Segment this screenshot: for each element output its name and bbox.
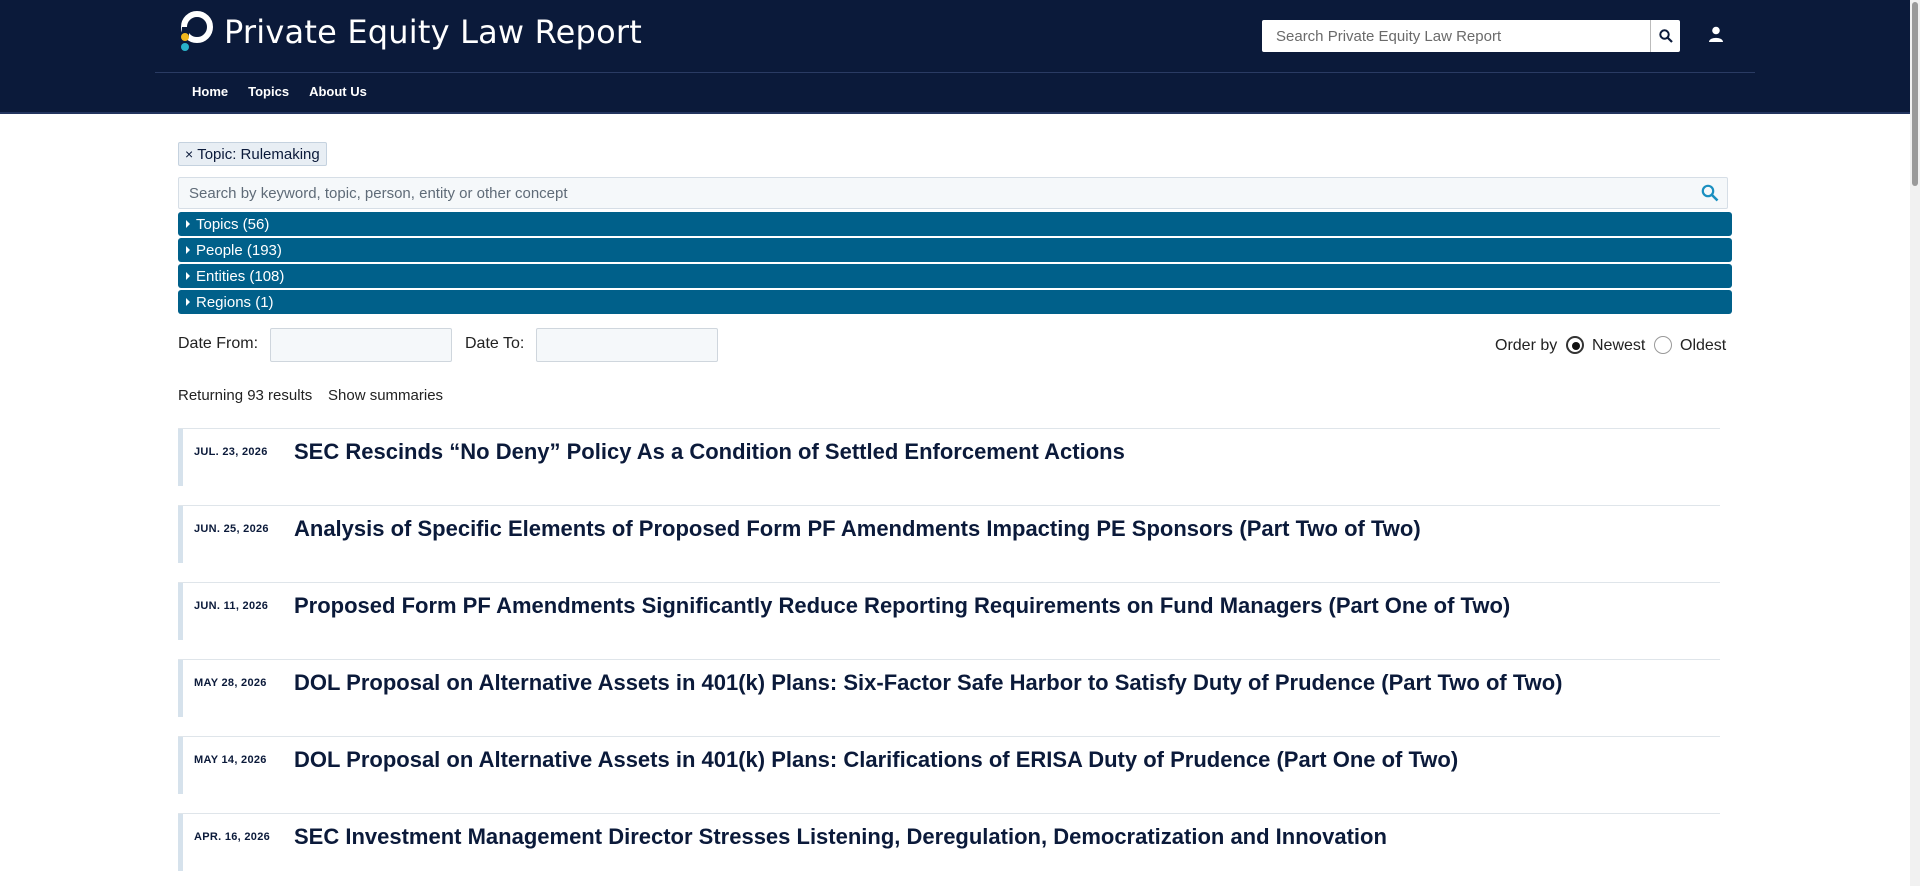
order-newest-radio[interactable] (1566, 336, 1584, 354)
result-accent-bar (178, 429, 183, 486)
page-scrollbar[interactable] (1910, 0, 1920, 886)
result-date: JUN. 11, 2026 (194, 600, 269, 612)
result-title-link[interactable]: Analysis of Specific Elements of Proposed Form PF Amendments Impacting PE Sponsors (Part Two of Two) (294, 516, 1421, 541)
order-oldest-radio[interactable] (1654, 336, 1672, 354)
facet-topics[interactable] (178, 212, 1732, 236)
result-title-link[interactable]: Proposed Form PF Amendments Significantly Reduce Reporting Requirements on Fund Managers (Part One of Two) (294, 593, 1511, 618)
facet-entities[interactable] (178, 264, 1732, 288)
result-title-link[interactable]: SEC Investment Management Director Stresses Listening, Deregulation, Democratization and Innovation (294, 824, 1387, 849)
nav-item-topics[interactable]: Topics (248, 84, 290, 99)
result-accent-bar (178, 506, 183, 563)
search-icon (1659, 29, 1673, 43)
result-date: MAY 14, 2026 (194, 754, 267, 766)
nav-divider (155, 72, 1755, 73)
result-accent-bar (178, 814, 183, 871)
facet-label: Entities (108) (196, 267, 285, 285)
nav-item-home[interactable]: Home (192, 84, 229, 99)
result-accent-bar (178, 583, 183, 640)
facet-label: Topics (56) (196, 215, 270, 233)
result-item[interactable] (178, 736, 1720, 793)
date-from-label: Date From: (178, 335, 259, 352)
result-accent-bar (178, 660, 183, 717)
result-item[interactable] (178, 813, 1720, 870)
active-filter-label: Topic: Rulemaking (197, 145, 320, 163)
caret-right-icon (186, 272, 190, 280)
site-search-input[interactable] (1262, 20, 1650, 52)
keyword-search (178, 177, 1728, 209)
result-date: MAY 28, 2026 (194, 677, 267, 689)
result-item[interactable] (178, 505, 1720, 562)
site-header (0, 0, 1910, 114)
user-account-icon[interactable] (1704, 22, 1728, 46)
site-title: Private Equity Law Report (224, 13, 642, 51)
nav-item-about-us[interactable]: About Us (309, 84, 367, 99)
show-summaries-toggle[interactable]: Show summaries (328, 387, 444, 404)
search-icon[interactable] (1701, 184, 1719, 202)
results-count: Returning 93 results (178, 387, 313, 404)
order-newest-label[interactable]: Newest (1592, 337, 1646, 354)
order-oldest-label[interactable]: Oldest (1680, 337, 1727, 354)
result-date: JUN. 25, 2026 (194, 523, 269, 535)
result-title-link[interactable]: DOL Proposal on Alternative Assets in 401(k) Plans: Clarifications of ERISA Duty of Prudence (Part One of Two) (294, 747, 1459, 772)
date-from-input[interactable] (270, 328, 452, 362)
date-to-input[interactable] (536, 328, 718, 362)
main-nav (192, 84, 387, 99)
logo-mark-icon (178, 10, 216, 54)
remove-filter-icon[interactable]: × (185, 146, 194, 162)
facet-regions[interactable] (178, 290, 1732, 314)
site-logo[interactable] (178, 10, 642, 54)
order-by-label: Order by (1495, 337, 1558, 354)
result-title-link[interactable]: DOL Proposal on Alternative Assets in 401(k) Plans: Six-Factor Safe Harbor to Satisfy Duty of Prudence (Part Two of Two) (294, 670, 1563, 695)
caret-right-icon (186, 246, 190, 254)
result-date: JUL. 23, 2026 (194, 446, 268, 458)
facet-label: People (193) (196, 241, 282, 259)
result-date: APR. 16, 2026 (194, 831, 271, 843)
result-item[interactable] (178, 659, 1720, 716)
keyword-search-input[interactable] (179, 178, 1679, 208)
facet-people[interactable] (178, 238, 1732, 262)
site-search (1262, 20, 1680, 52)
site-search-button[interactable] (1650, 20, 1680, 52)
result-title-link[interactable]: SEC Rescinds “No Deny” Policy As a Condition of Settled Enforcement Actions (294, 439, 1125, 464)
result-item[interactable] (178, 582, 1720, 639)
caret-right-icon (186, 298, 190, 306)
scrollbar-thumb[interactable] (1912, 2, 1918, 186)
facet-label: Regions (1) (196, 293, 274, 311)
date-to-label: Date To: (465, 335, 525, 352)
active-filter-tag[interactable] (178, 142, 327, 166)
caret-right-icon (186, 220, 190, 228)
result-accent-bar (178, 737, 183, 794)
result-item[interactable] (178, 428, 1720, 485)
